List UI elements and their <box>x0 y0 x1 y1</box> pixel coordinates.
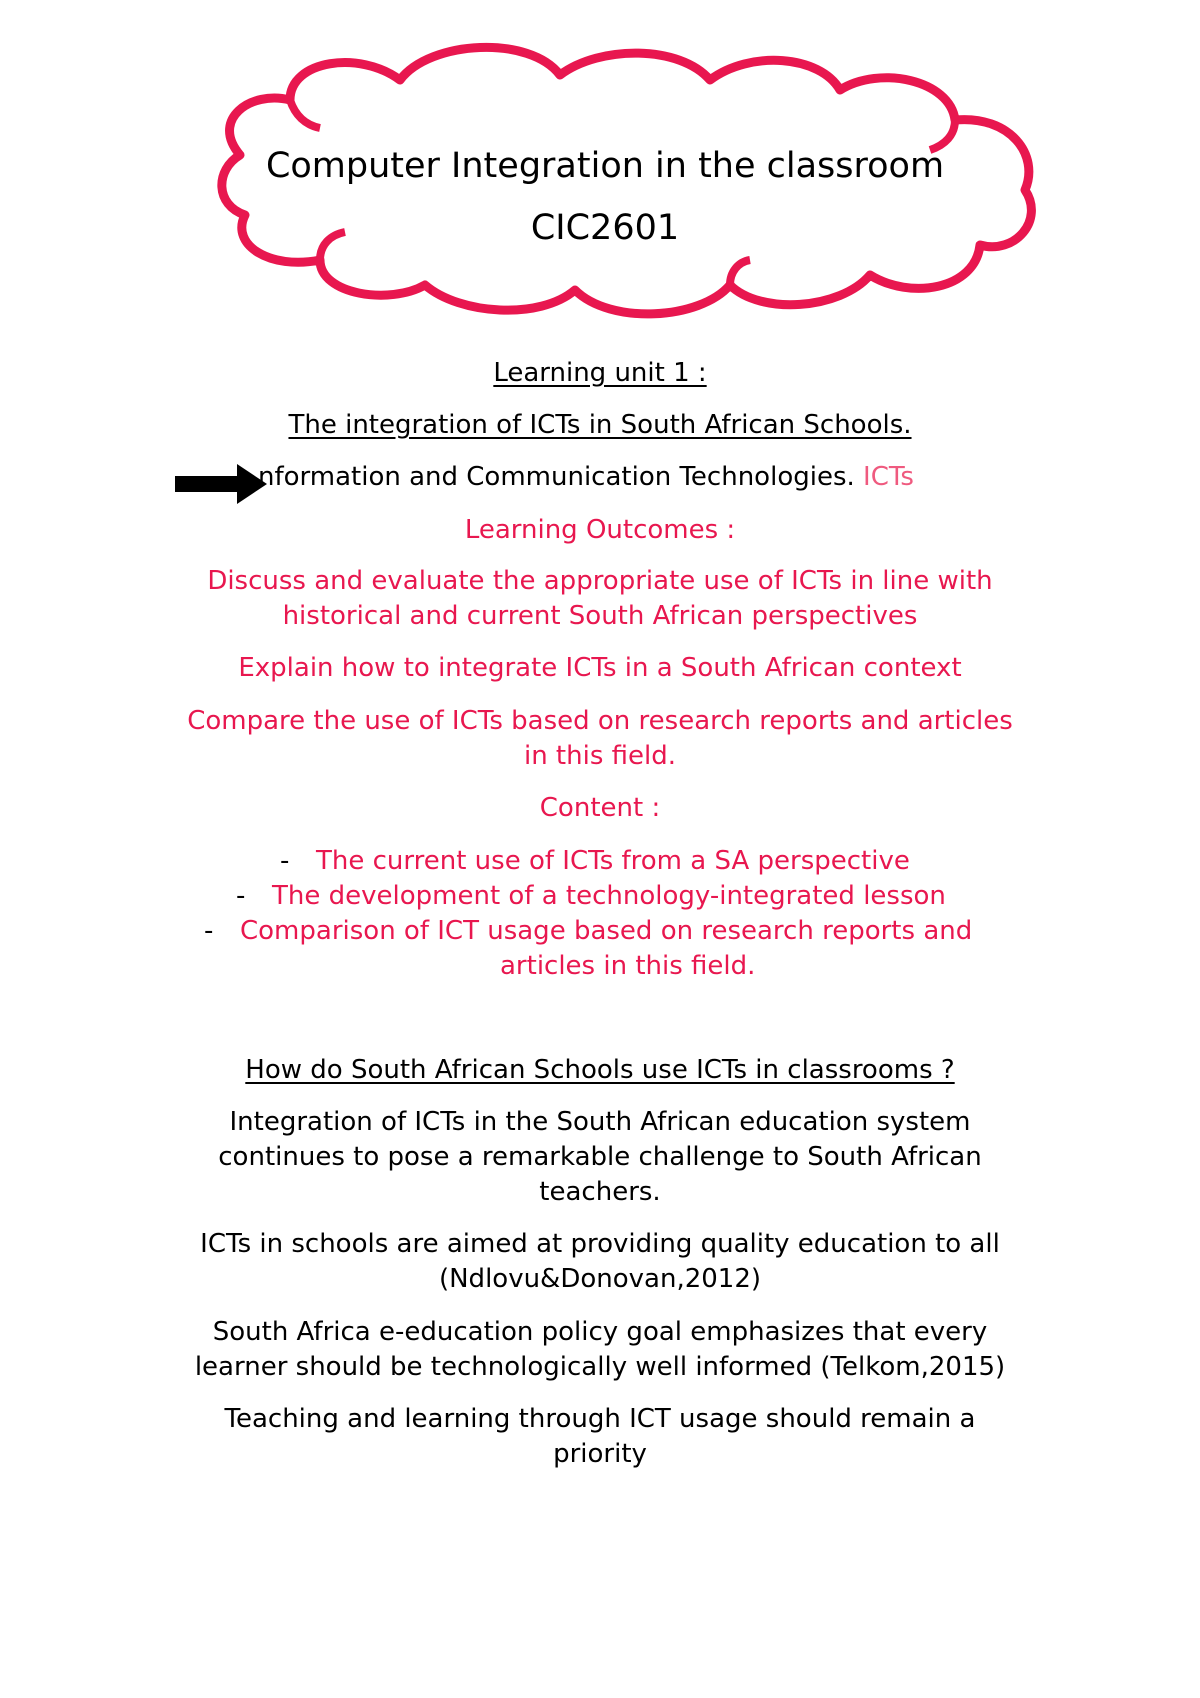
bullet-dash: - <box>236 881 246 911</box>
content-item-1: - The current use of ICTs from a SA perspective <box>280 844 910 879</box>
learning-unit-label: Learning unit 1 : <box>493 358 707 388</box>
content-heading: Content : <box>539 793 661 823</box>
icts-abbreviation: ICTs <box>863 462 914 492</box>
icts-definition-text: nformation and Communication Technologies. <box>258 462 855 492</box>
outcome-2: Explain how to integrate ICTs in a South African context <box>238 653 962 683</box>
course-code: CIC2601 <box>530 208 680 248</box>
paragraph-3-line-1: South Africa e-education policy goal emphasizes that every <box>212 1317 988 1347</box>
outcome-3-line-2: in this field. <box>523 741 677 771</box>
content-item-3: - Comparison of ICT usage based on research reports and <box>204 914 972 949</box>
paragraph-3-line-2: learner should be technologically well informed (Telkom,2015) <box>194 1352 1006 1382</box>
bullet-dash: - <box>280 846 290 876</box>
paragraph-2-line-2: (Ndlovu&Donovan,2012) <box>438 1264 762 1294</box>
outcome-3-line-1: Compare the use of ICTs based on research reports and articles <box>187 706 1013 736</box>
document-title: Computer Integration in the classroom <box>265 146 945 186</box>
content-item-3-continued: articles in this field. <box>500 951 756 981</box>
paragraph-1-line-3: teachers. <box>539 1177 661 1207</box>
icts-definition <box>258 460 914 495</box>
content-item-2: - The development of a technology-integrated lesson <box>236 879 946 914</box>
section-heading: How do South African Schools use ICTs in classrooms ? <box>245 1055 955 1085</box>
learning-unit-subtitle: The integration of ICTs in South African Schools. <box>288 410 912 440</box>
outcome-1-line-2: historical and current South African perspectives <box>282 601 918 631</box>
paragraph-1-line-2: continues to pose a remarkable challenge to South African <box>218 1142 982 1172</box>
paragraph-1-line-1: Integration of ICTs in the South African education system <box>229 1107 971 1137</box>
paragraph-4-line-2: priority <box>553 1439 647 1469</box>
learning-outcomes-heading: Learning Outcomes : <box>464 515 736 545</box>
outcome-1-line-1: Discuss and evaluate the appropriate use of ICTs in line with <box>207 566 993 596</box>
paragraph-4-line-1: Teaching and learning through ICT usage should remain a <box>224 1404 976 1434</box>
bullet-dash: - <box>204 916 214 946</box>
right-arrow-icon <box>175 464 267 504</box>
paragraph-2-line-1: ICTs in schools are aimed at providing quality education to all <box>200 1229 1000 1259</box>
